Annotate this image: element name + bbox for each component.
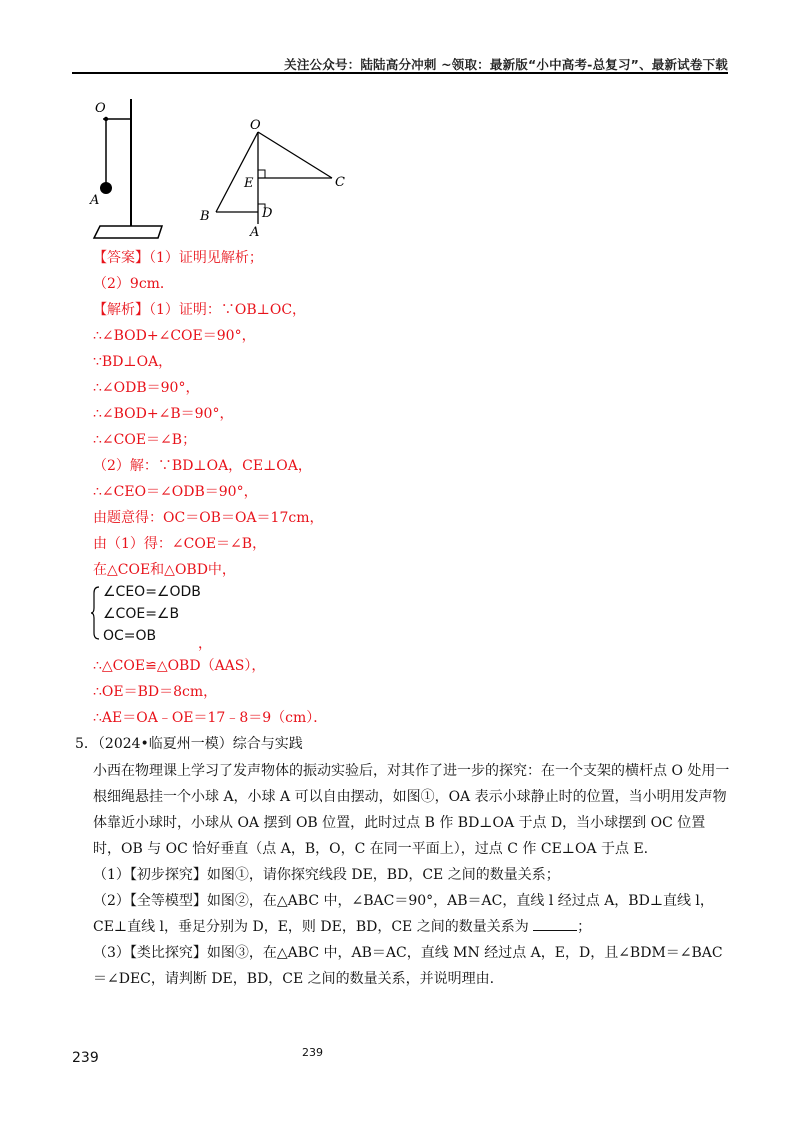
conclusion-line: ∴AE＝OA﹣OE＝17﹣8＝9（cm）． [93,710,328,726]
answer-line-2: （2）9cm． [93,276,174,292]
page-header: 关注公众号：陆陆高分冲刺 ~领取：最新版“小中高考-总复习”、最新试卷下载 [284,57,728,72]
problem-paragraph: 小西在物理课上学习了发声物体的振动实验后，对其作了进一步的探究：在一个支架的横杆点 O 处用一根细绳悬挂一个小球 A，小球 A 可以自由摆动，如图①，OA 表示小球静止时的位置，当小明用发声物体靠近小球时，小球从 OA 摆到 OB 位置，此时过点 B 作 BD⊥OA 于点 D，当小球摆到 OC 位置时，OB 与 OC 恰好垂直（点 A，B，O，C 在同一平面上），过点 C 作 CE⊥OA 于点 E. [93,763,730,857]
question-2-text: （2）【全等模型】如图②，在△ABC 中，∠BAC＝90°，AB＝AC，直线 l 经过点 A，BD⊥直线 l，CE⊥直线 l，垂足分别为 D，E，则 DE，BD，CE 之间的数量关系为 [93,893,714,935]
geometry-figure [192,114,362,239]
analysis-line: （2）解：∵BD⊥OA，CE⊥OA， [93,458,312,474]
label-a: A [90,193,100,208]
cases-comma: ， [198,636,212,652]
analysis-line: ∴∠COE＝∠B； [93,432,197,448]
header-rule [72,72,728,74]
analysis-line: 由题意得：OC＝OB＝OA＝17cm， [93,510,324,526]
analysis-line: ∵BD⊥OA， [93,354,173,370]
question-2-end: ； [577,919,592,935]
analysis-line: ∴∠BOD+∠B＝90°， [93,406,234,422]
page-number-left: 239 [72,1050,99,1066]
label-o: O [95,101,106,116]
analysis-line: 【解析】（1）证明：∵OB⊥OC， [93,302,307,318]
analysis-line: 在△COE和△OBD中， [93,562,236,578]
label-e: E [244,176,254,191]
question-1: （1）【初步探究】如图①，请你探究线段 DE，BD，CE 之间的数量关系； [93,867,560,883]
answer-blank [533,916,577,931]
pendulum-figure [88,96,168,246]
label-a: A [250,225,260,239]
brace-icon [90,586,100,640]
analysis-line: ∴∠ODB＝90°， [93,380,200,396]
answer-line-1: 【答案】（1）证明见解析； [93,250,263,266]
conclusion-line: ∴OE＝BD＝8cm， [93,684,218,700]
question-3: （3）【类比探究】如图③，在△ABC 中，AB＝AC，直线 MN 经过点 A，E，D，且∠BDM＝∠BAC＝∠DEC，请判断 DE，BD，CE 之间的数量关系，并说明理由. [93,945,723,987]
label-d: D [262,206,273,221]
label-b: B [200,209,210,224]
case-line-1: ∠CEO=∠ODB [103,584,201,600]
problem-title: 5．（2024•临夏州一模）综合与实践 [75,736,303,752]
conclusion-line: ∴△COE≌△OBD（AAS）， [93,658,266,674]
label-o: O [250,118,261,133]
case-line-2: ∠COE=∠B [103,606,180,622]
page-number-center: 239 [302,1046,323,1059]
analysis-line: 由（1）得：∠COE＝∠B， [93,536,267,552]
case-line-3: OC=OB [103,628,157,644]
analysis-line: ∴∠CEO＝∠ODB＝90°， [93,484,258,500]
label-c: C [335,175,345,190]
analysis-line: ∴∠BOD+∠COE＝90°， [93,328,256,344]
question-2 [93,888,733,940]
